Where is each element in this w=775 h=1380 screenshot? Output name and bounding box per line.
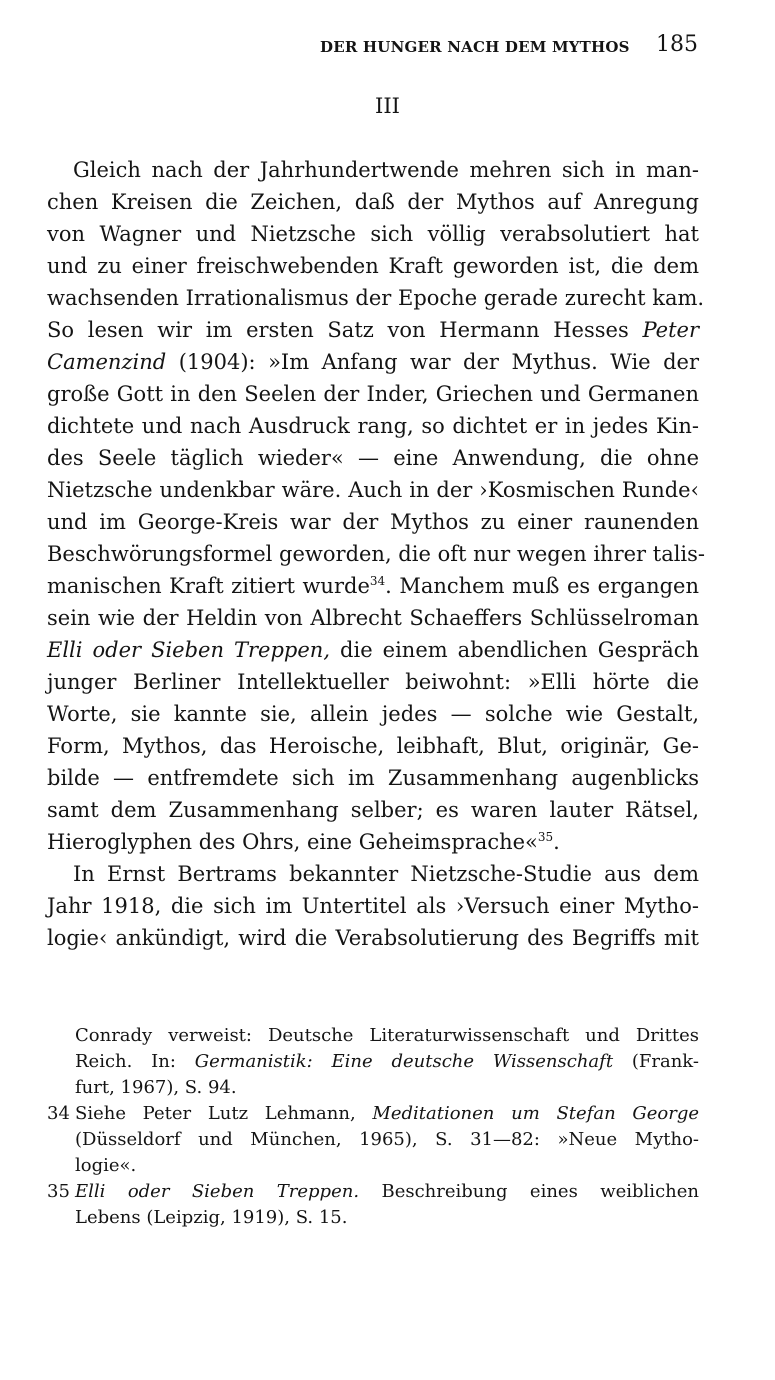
footnote-ref[interactable]: 34 xyxy=(369,574,386,588)
footnote-number: 34 xyxy=(47,1103,70,1124)
book-title: Peter xyxy=(642,318,699,342)
book-title: Camenzind xyxy=(47,350,167,374)
section-heading: III xyxy=(375,94,400,118)
footnote-ref[interactable]: 35 xyxy=(537,830,554,844)
text-line: Jahr 1918, die sich im Untertitel als ›Versuch einer Mytho- xyxy=(47,894,699,918)
text-line: chen Kreisen die Zeichen, daß der Mythos auf Anregung xyxy=(47,190,699,214)
footnote-34: 34 Siehe Peter Lutz Lehmann, Meditationen um Stefan George xyxy=(47,1101,699,1127)
footnote-line: Lebens (Leipzig, 1919), S. 15. xyxy=(75,1207,348,1228)
text-line: Nietzsche undenkbar wäre. Auch in der ›Kosmischen Runde‹ xyxy=(47,478,699,502)
footnote-35: 35 Elli oder Sieben Treppen. Beschreibung eines weiblichen xyxy=(47,1179,699,1205)
footnote-number: 35 xyxy=(47,1181,70,1202)
page-number: 185 xyxy=(656,32,698,57)
text-line: manischen Kraft zitiert wurde$^{34}$. Manchem muß es ergangen xyxy=(47,574,699,598)
text-line: von Wagner und Nietzsche sich völlig verabsolutiert hat xyxy=(47,222,699,246)
footnote-line: logie«. xyxy=(75,1155,137,1176)
text-line: Gleich nach der Jahrhundertwende mehren sich in man- xyxy=(73,158,699,182)
text-line: große Gott in den Seelen der Inder, Griechen und Germanen xyxy=(47,382,699,406)
footnote-line: furt, 1967), S. 94. xyxy=(75,1077,237,1098)
text-line: logie‹ ankündigt, wird die Verabsolutierung des Begriffs mit xyxy=(47,926,699,950)
text-line: des Seele täglich wieder« — eine Anwendung, die ohne xyxy=(47,446,699,470)
page-header xyxy=(300,30,700,66)
text-line: bilde — entfremdete sich im Zusammenhang augenblicks xyxy=(47,766,699,790)
text-line: Hieroglyphen des Ohrs, eine Geheimsprache«$^{35}$. xyxy=(47,830,560,854)
text-line: samt dem Zusammenhang selber; es waren lauter Rätsel, xyxy=(47,798,699,822)
text-line: Camenzind (1904): »Im Anfang war der Mythus. Wie der xyxy=(47,350,699,374)
text-line: dichtete und nach Ausdruck rang, so dichtet er in jedes Kin- xyxy=(47,414,699,438)
text-line: wachsenden Irrationalismus der Epoche gerade zurecht kam. xyxy=(47,286,705,310)
footnotes xyxy=(47,1023,699,1231)
running-title: DER HUNGER NACH DEM MYTHOS xyxy=(320,38,630,56)
text-line: und im George-Kreis war der Mythos zu einer raunenden xyxy=(47,510,699,534)
footnote-line: (Düsseldorf und München, 1965), S. 31—82: »Neue Mytho- xyxy=(75,1129,699,1150)
body-text xyxy=(47,154,706,954)
text-line: und zu einer freischwebenden Kraft geworden ist, die dem xyxy=(47,254,699,278)
footnote-line: Conrady verweist: Deutsche Literaturwissenschaft und Drittes xyxy=(75,1025,699,1046)
text-line: So lesen wir im ersten Satz von Hermann Hesses Peter xyxy=(47,318,699,342)
text-line: Worte, sie kannte sie, allein jedes — solche wie Gestalt, xyxy=(47,702,699,726)
text-line: sein wie der Heldin von Albrecht Schaeffers Schlüsselroman xyxy=(47,606,699,630)
text-line: Elli oder Sieben Treppen, die einem abendlichen Gespräch xyxy=(47,638,699,662)
text-line: In Ernst Bertrams bekannter Nietzsche-Studie aus dem xyxy=(73,862,699,886)
text-line: Beschwörungsformel geworden, die oft nur wegen ihrer talis- xyxy=(47,542,706,566)
text-line: Form, Mythos, das Heroische, leibhaft, Blut, originär, Ge- xyxy=(47,734,699,758)
footnote-line: Reich. In: Germanistik: Eine deutsche Wissenschaft (Frank- xyxy=(75,1051,699,1072)
text-line: junger Berliner Intellektueller beiwohnt: »Elli hörte die xyxy=(47,670,699,694)
book-title: Elli oder Sieben Treppen, xyxy=(47,638,331,662)
